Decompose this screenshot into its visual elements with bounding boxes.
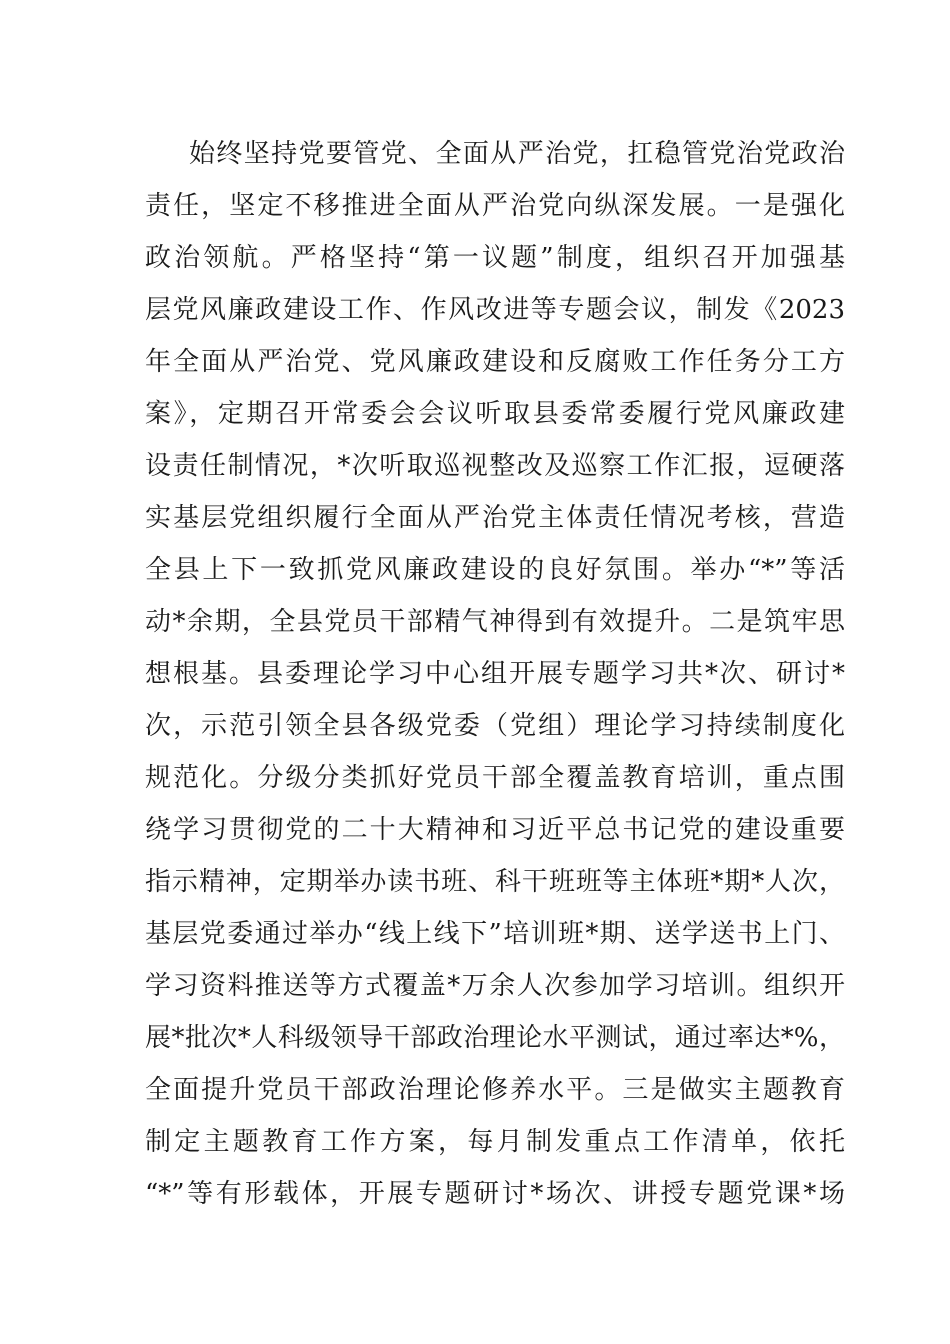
paragraph-line: 动*余期，全县党员干部精气神得到有效提升。二是筑牢思 <box>145 607 845 637</box>
paragraph-line: 全面提升党员干部政治理论修养水平。三是做实主题教育 <box>145 1075 845 1105</box>
paragraph-line: 年全面从严治党、党风廉政建设和反腐败工作任务分工方 <box>145 347 845 377</box>
paragraph-line: 责任，坚定不移推进全面从严治党向纵深发展。一是强化 <box>145 191 845 221</box>
paragraph-line: 学习资料推送等方式覆盖*万余人次参加学习培训。组织开 <box>145 971 845 1001</box>
paragraph-line: 制定主题教育工作方案，每月制发重点工作清单，依托 <box>145 1127 845 1157</box>
paragraph-line: 展*批次*人科级领导干部政治理论水平测试，通过率达*%， <box>145 1023 845 1053</box>
paragraph-line: 想根基。县委理论学习中心组开展专题学习共*次、研讨* <box>145 659 845 689</box>
paragraph-line: 案》，定期召开常委会会议听取县委常委履行党风廉政建 <box>145 399 845 429</box>
paragraph-line: 实基层党组织履行全面从严治党主体责任情况考核，营造 <box>145 503 845 533</box>
body-paragraph <box>145 128 845 1220</box>
paragraph-line: 规范化。分级分类抓好党员干部全覆盖教育培训，重点围 <box>145 763 845 793</box>
paragraph-line: 绕学习贯彻党的二十大精神和习近平总书记党的建设重要 <box>145 815 845 845</box>
paragraph-line: 始终坚持党要管党、全面从严治党，扛稳管党治党政治 <box>189 139 845 169</box>
paragraph-line: 层党风廉政建设工作、作风改进等专题会议，制发《2023 <box>145 295 845 325</box>
paragraph-line: 设责任制情况，*次听取巡视整改及巡察工作汇报，逗硬落 <box>145 451 845 481</box>
paragraph-line: 政治领航。严格坚持“第一议题”制度，组织召开加强基 <box>145 243 845 273</box>
paragraph-line: 全县上下一致抓党风廉政建设的良好氛围。举办“*”等活 <box>145 555 845 585</box>
paragraph-line: 次，示范引领全县各级党委（党组）理论学习持续制度化 <box>145 711 845 741</box>
paragraph-line: 基层党委通过举办“线上线下”培训班*期、送学送书上门、 <box>145 919 845 949</box>
paragraph-line: 指示精神，定期举办读书班、科干班班等主体班*期*人次， <box>145 867 845 897</box>
paragraph-line: “*”等有形载体，开展专题研讨*场次、讲授专题党课*场 <box>145 1179 845 1209</box>
